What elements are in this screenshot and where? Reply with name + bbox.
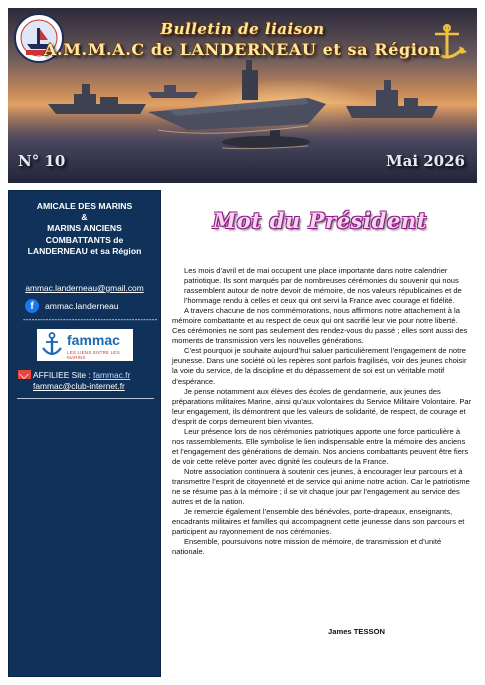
bulletin-subtitle: Bulletin de liaison xyxy=(160,20,325,38)
article-body xyxy=(172,266,472,557)
sidebar-panel xyxy=(8,190,161,677)
association-name-line: COMBATTANTS de xyxy=(45,234,124,245)
facebook-handle: ammac.landerneau xyxy=(45,301,119,311)
article-paragraph: Je pense notamment aux élèves des écoles de gendarmerie, aux jeunes des préparations militaires Marine, ainsi qu’aux volontaires du Service Militaire Volontaire. Par leur engagement, ils démontrent que les valeurs de solidarité, de respect, de courage et d’esprit de corps demeurent bien vivantes. xyxy=(172,386,472,426)
article-title: Mot du Président xyxy=(212,208,428,233)
contact-email-link[interactable]: ammac.landerneau@gmail.com xyxy=(25,283,144,293)
article-paragraph: Ensemble, poursuivons notre mission de mémoire, de transmission et d’unité nationale. xyxy=(172,537,442,557)
association-name xyxy=(9,201,160,257)
anchor-icon xyxy=(41,332,63,358)
article-paragraph: Leur présence lors de nos cérémonies patriotiques apporte une force particulière à nos rassemblements. Elle symbolise le lien indispensable entre la mémoire des anciens et l’engagement des générations de demain. Nos anciens combattants peuvent être fiers de voir cette relève porter avec dignité les couleurs de la France. xyxy=(172,426,469,466)
sidebar-separator: ----------------------------------------------- xyxy=(23,315,158,324)
article-paragraph: Je remercie également l’ensemble des bénévoles, porte-drapeaux, enseignants, encadrants militaires et familles qui accompagnent cette jeunesse dans son parcours et participent au rayonnement de nos cérémonies. xyxy=(172,507,465,537)
association-name-line: AMICALE DES MARINS xyxy=(36,201,133,211)
association-name-line: & xyxy=(81,212,88,223)
bulletin-title: A.M.M.A.C de LANDERNEAU et sa Région xyxy=(44,40,441,59)
affiliation-label: AFFILIEE Site : xyxy=(33,370,94,380)
association-name-line: MARINS ANCIENS xyxy=(47,223,122,234)
fammac-logo[interactable] xyxy=(37,329,133,361)
header-banner xyxy=(8,8,477,183)
facebook-link[interactable] xyxy=(25,299,119,313)
email-icon xyxy=(18,370,31,379)
fammac-site-link[interactable]: fammac.fr xyxy=(93,370,131,380)
issue-date: Mai 2026 xyxy=(386,152,465,170)
association-name-line: LANDERNEAU et sa Région xyxy=(27,245,142,256)
article-paragraph: A travers chacune de nos commémorations, nous affirmons notre attachement à la mémoire combattante et au respect de ceux qui ont sacrifié leur vie pour notre liberté. Ces cérémonies ne sont pas seulement des rendez-vous du passé ; elles sont aussi des moments de transmission vers les nouvelles générations. xyxy=(172,306,468,346)
article-paragraph: C’est pourquoi je souhaite aujourd’hui saluer particulièrement l’engagement de notre jeunesse. Dans une société où les repères sont parfois fragilisés, voir des jeunes choisir la voie du service, de la discipline et du dépassement de soi est un véritable motif d’espérance. xyxy=(172,346,467,386)
article-paragraph: Notre association continuera à soutenir ces jeunes, à encourager leur parcours et à transmettre l’esprit de citoyenneté et de service qui anime notre action. Car le patriotisme ne se résume pas à la mémoire ; il se vit chaque jour par l’engagement au service des autres et de la nation. xyxy=(172,466,470,507)
fammac-email-link[interactable]: fammac@club-internet.fr xyxy=(33,381,125,392)
article-paragraph: Les mois d’avril et de mai occupent une place importante dans notre calendrier patriotique. Ils sont marqués par de nombreuses cérémonies du souvenir qui nous rassemblent autour de notre devoir de mémoire, de nos valeurs républicaines et de l’hommage rendu à celles et ceux qui ont servi la France avec courage et fidélité. xyxy=(184,266,462,306)
sidebar-divider xyxy=(17,398,154,399)
affiliation-block xyxy=(18,370,130,393)
article-signature: James TESSON xyxy=(328,627,385,636)
facebook-icon: f xyxy=(25,299,39,313)
fammac-tagline: LES LIENS ENTRE LES MARINS xyxy=(67,350,120,360)
fammac-logo-text: fammac xyxy=(67,332,120,348)
issue-number: N° 10 xyxy=(18,152,66,170)
